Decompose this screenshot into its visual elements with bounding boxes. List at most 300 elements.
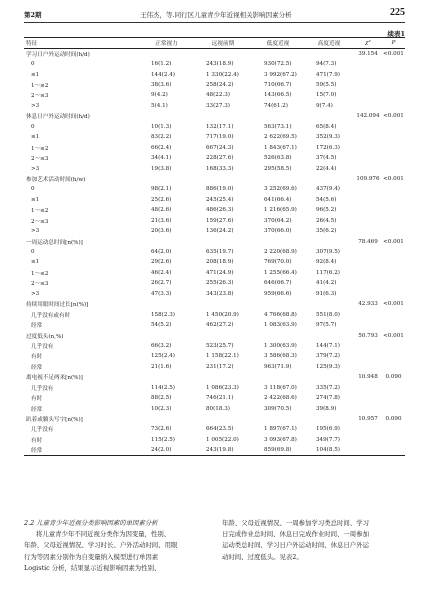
cell-chi2 xyxy=(354,90,382,100)
cell-normal xyxy=(139,372,194,382)
cell-p xyxy=(382,320,405,330)
cell-feature: 0 xyxy=(31,186,35,193)
cell-p xyxy=(382,59,405,69)
cell-low-myopia: 959(66.6) xyxy=(264,290,292,297)
cell-low-myopia: 3 118(67.0) xyxy=(264,384,297,391)
table-row xyxy=(24,90,405,100)
cell-high-myopia: 37(4.5) xyxy=(316,155,337,162)
cell-premyopia: 746(21.1) xyxy=(206,395,234,402)
cell-chi2 xyxy=(354,59,382,69)
cell-feature: ≤1 xyxy=(31,71,40,78)
cell-low-myopia: 710(66.7) xyxy=(264,82,292,89)
cell-normal: 73(2.6) xyxy=(151,426,172,433)
cell-low-myopia: 3 252(69.6) xyxy=(264,186,297,193)
table-row xyxy=(24,59,405,69)
cell-normal: 26(2.7) xyxy=(151,280,172,287)
page-number: 225 xyxy=(390,7,405,18)
cell-normal: 66(3.2) xyxy=(151,342,172,349)
cell-low-myopia: 3 093(67.8) xyxy=(264,436,297,443)
cell-chi2 xyxy=(354,278,382,288)
cell-normal: 88(2.5) xyxy=(151,395,172,402)
cell-feature: 2～≤3 xyxy=(31,218,49,225)
cell-feature: 学习日户外运动时间(h/d) xyxy=(26,51,90,58)
cell-high-myopia xyxy=(304,299,354,309)
cell-normal: 10(2.3) xyxy=(151,405,172,412)
cell-low-myopia: 370(64.2) xyxy=(264,217,292,224)
cell-high-myopia: 125(9.3) xyxy=(316,363,340,370)
cell-feature: >3 xyxy=(31,290,40,297)
cell-premyopia: 255(26.3) xyxy=(206,280,234,287)
cell-low-myopia: 930(72.5) xyxy=(264,61,292,68)
cell-high-myopia xyxy=(304,49,354,59)
cell-high-myopia: 96(5.2) xyxy=(316,207,337,214)
cell-premyopia: 717(19.0) xyxy=(206,134,234,141)
cell-chi2 xyxy=(354,309,382,319)
cell-normal xyxy=(139,414,194,424)
cell-premyopia: 471(24.9) xyxy=(206,269,234,276)
table-row xyxy=(24,341,405,351)
cell-feature: 几乎没有 xyxy=(31,385,54,392)
body-line: Logistic 分析，结果显示近视影响因素为性别、 xyxy=(24,563,161,572)
header-rule xyxy=(24,22,405,23)
cell-high-myopia: 104(8.5) xyxy=(304,445,354,455)
cell-high-myopia: 39(8.9) xyxy=(316,405,337,412)
cell-p: <0.001 xyxy=(383,238,404,245)
cell-chi2 xyxy=(354,184,382,194)
cell-feature: 持续用眼时间过长[n(%)] xyxy=(26,302,89,309)
cell-premyopia: 462(27.2) xyxy=(206,322,234,329)
cell-high-myopia: 92(8.4) xyxy=(316,259,337,266)
table-row xyxy=(24,205,405,215)
cell-p xyxy=(382,424,405,434)
table-row xyxy=(24,445,405,455)
cell-premyopia: 1 086(23.3) xyxy=(206,384,239,391)
cell-p xyxy=(382,90,405,100)
table-row xyxy=(24,257,405,267)
cell-normal: 34(4.1) xyxy=(151,155,172,162)
table-row xyxy=(24,142,405,152)
cell-normal: 47(3.3) xyxy=(151,290,172,297)
cell-chi2 xyxy=(354,132,382,142)
cell-low-myopia: 370(66.0) xyxy=(264,228,292,235)
cell-p xyxy=(382,383,405,393)
cell-feature: 2～≤3 xyxy=(31,281,49,288)
cell-chi2 xyxy=(354,247,382,257)
cell-normal: 115(2.5) xyxy=(151,436,175,443)
cell-p xyxy=(382,403,405,413)
cell-chi2 xyxy=(354,445,382,455)
cell-low-myopia xyxy=(252,174,304,184)
cell-low-myopia xyxy=(252,236,304,246)
cell-chi2 xyxy=(354,226,382,236)
cell-premyopia: 343(23.8) xyxy=(206,290,234,297)
cell-premyopia xyxy=(194,49,252,59)
col-header-high-myopia: 高度近视 xyxy=(304,38,354,49)
body-line: 将儿童青少年不同近视分类作为因变量，性别、 xyxy=(36,530,171,539)
cell-p xyxy=(382,216,405,226)
cell-high-myopia: 22(4.4) xyxy=(316,165,337,172)
table-group-row xyxy=(24,236,405,246)
cell-high-myopia: 551(8.0) xyxy=(316,311,340,318)
cell-p xyxy=(382,268,405,278)
cell-high-myopia xyxy=(304,414,354,424)
cell-high-myopia xyxy=(304,372,354,382)
cell-low-myopia: 641(66.4) xyxy=(264,196,292,203)
cell-chi2 xyxy=(354,153,382,163)
table-row xyxy=(24,362,405,372)
cell-premyopia: 159(27.6) xyxy=(206,217,234,224)
cell-low-myopia: 309(70.5) xyxy=(264,405,292,412)
cell-high-myopia: 97(5.7) xyxy=(316,322,337,329)
cell-feature: 0 xyxy=(31,61,35,68)
cell-premyopia: 228(27.6) xyxy=(206,155,234,162)
cell-normal: 5(4.1) xyxy=(151,102,168,109)
cell-low-myopia: 4 766(68.8) xyxy=(264,311,297,318)
cell-premyopia xyxy=(194,414,252,424)
cell-feature: 经常 xyxy=(31,406,43,413)
table-row xyxy=(24,132,405,142)
cell-high-myopia: 349(7.7) xyxy=(316,436,340,443)
cell-low-myopia: 769(70.0) xyxy=(264,259,292,266)
cell-low-myopia: 3 992(67.2) xyxy=(264,71,297,78)
cell-normal: 144(2.4) xyxy=(151,71,175,78)
cell-p xyxy=(382,435,405,445)
cell-normal: 21(1.6) xyxy=(151,363,172,370)
cell-premyopia: 523(25.7) xyxy=(206,342,234,349)
cell-low-myopia: 526(63.8) xyxy=(264,155,292,162)
cell-premyopia: 243(19.8) xyxy=(194,445,252,455)
cell-p xyxy=(382,184,405,194)
cell-premyopia: 635(19.7) xyxy=(206,249,234,256)
col-header-p: P xyxy=(382,38,405,49)
cell-p xyxy=(382,278,405,288)
table-row xyxy=(24,153,405,163)
cell-p xyxy=(382,351,405,361)
table-row xyxy=(24,80,405,90)
cell-low-myopia: 2 622(69.5) xyxy=(264,134,297,141)
table-group-row xyxy=(24,174,405,184)
table-row xyxy=(24,351,405,361)
cell-feature: 0 xyxy=(31,123,35,130)
cell-feature: 离电视不足两米[n(%)] xyxy=(26,375,83,382)
data-table xyxy=(24,37,405,456)
cell-chi2: 42.933 xyxy=(358,301,378,308)
col-header-low-myopia: 低度近视 xyxy=(252,38,304,49)
table-group-row xyxy=(24,111,405,121)
cell-p: <0.001 xyxy=(383,301,404,308)
cell-premyopia xyxy=(194,372,252,382)
cell-low-myopia: 1 083(63.9) xyxy=(264,322,297,329)
cell-feature: 2～≤3 xyxy=(31,93,49,100)
cell-premyopia xyxy=(194,111,252,121)
table-group-row xyxy=(24,414,405,424)
table-header-row xyxy=(24,38,405,49)
cell-chi2 xyxy=(354,435,382,445)
cell-p: <0.001 xyxy=(383,332,404,339)
cell-normal: 20(3.6) xyxy=(151,228,172,235)
cell-normal: 54(5.2) xyxy=(151,322,172,329)
cell-feature: >3 xyxy=(31,165,40,172)
cell-high-myopia xyxy=(304,111,354,121)
cell-chi2 xyxy=(354,257,382,267)
cell-low-myopia xyxy=(252,49,304,59)
cell-p: <0.001 xyxy=(383,50,404,57)
cell-chi2 xyxy=(354,362,382,372)
cell-low-myopia: 1 843(67.1) xyxy=(264,144,297,151)
cell-chi2: 10.948 xyxy=(358,374,378,381)
cell-chi2 xyxy=(354,216,382,226)
cell-low-myopia: 295(58.5) xyxy=(264,165,292,172)
cell-feature: 1～≤2 xyxy=(31,145,49,152)
table-group-row xyxy=(24,299,405,309)
cell-feature: 休息日户外运动时间(h/d) xyxy=(26,114,90,121)
cell-high-myopia xyxy=(304,330,354,340)
cell-p xyxy=(382,226,405,236)
cell-p: <0.001 xyxy=(383,113,404,120)
cell-low-myopia: 859(69.8) xyxy=(252,445,304,455)
cell-premyopia: 886(19.0) xyxy=(206,186,234,193)
cell-feature: 1～≤2 xyxy=(31,83,49,90)
cell-high-myopia: 437(9.4) xyxy=(316,186,340,193)
cell-feature: 有时 xyxy=(31,396,43,403)
cell-high-myopia: 35(6.2) xyxy=(316,228,337,235)
cell-normal: 38(3.6) xyxy=(151,82,172,89)
running-title: 王伟杰，等.同行区儿童青少年近视相关影响因素分析 xyxy=(140,11,292,19)
cell-chi2 xyxy=(354,424,382,434)
cell-premyopia: 80(18.3) xyxy=(206,405,230,412)
cell-low-myopia: 3 586(68.3) xyxy=(264,353,297,360)
body-right-column xyxy=(222,518,406,563)
cell-high-myopia: 117(6.2) xyxy=(316,269,340,276)
cell-feature: >3 xyxy=(31,228,40,235)
table-row xyxy=(24,122,405,132)
cell-high-myopia: 471(7.9) xyxy=(316,71,340,78)
cell-feature: 几乎没有或有时 xyxy=(31,312,71,319)
cell-premyopia xyxy=(194,236,252,246)
cell-low-myopia: 646(66.7) xyxy=(264,280,292,287)
cell-feature: 趴着或躺头写字[n(%)] xyxy=(26,417,83,424)
body-line: 行为等因素分别作为自变量纳入模型进行单因素 xyxy=(24,552,159,561)
col-header-normal: 正常视力 xyxy=(139,38,194,49)
cell-p xyxy=(382,69,405,79)
table-row xyxy=(24,383,405,393)
table-row xyxy=(24,435,405,445)
cell-normal xyxy=(139,174,194,184)
cell-chi2 xyxy=(354,80,382,90)
cell-premyopia xyxy=(194,174,252,184)
body-line: 动时间、过度低头。见表2。 xyxy=(222,552,303,561)
cell-low-myopia: 143(66.5) xyxy=(264,92,292,99)
cell-feature: 有时 xyxy=(31,437,43,444)
cell-chi2 xyxy=(354,320,382,330)
cell-feature: 过度低头(n,%) xyxy=(26,333,64,340)
cell-chi2 xyxy=(354,289,382,299)
cell-premyopia: 208(18.9) xyxy=(206,259,234,266)
cell-premyopia: 48(22.3) xyxy=(206,92,230,99)
cell-normal: 48(2.6) xyxy=(151,207,172,214)
cell-feature: 1～≤2 xyxy=(31,208,49,215)
cell-feature: >3 xyxy=(31,102,40,109)
cell-low-myopia xyxy=(252,372,304,382)
col-header-premyopia: 远视前期 xyxy=(194,38,252,49)
cell-normal xyxy=(139,111,194,121)
cell-p xyxy=(382,205,405,215)
cell-low-myopia xyxy=(252,299,304,309)
cell-chi2: 142.094 xyxy=(356,113,380,120)
cell-high-myopia: 379(7.2) xyxy=(316,353,340,360)
cell-premyopia: 664(23.5) xyxy=(206,426,234,433)
table-row xyxy=(24,163,405,173)
cell-feature: 有时 xyxy=(31,354,43,361)
cell-normal: 158(2.3) xyxy=(151,311,175,318)
cell-p xyxy=(382,257,405,267)
cell-normal: 64(2.0) xyxy=(151,249,172,256)
cell-p xyxy=(382,362,405,372)
cell-high-myopia: 15(7.0) xyxy=(316,92,337,99)
cell-high-myopia: 307(9.5) xyxy=(316,249,340,256)
cell-high-myopia: 144(7.1) xyxy=(316,342,340,349)
cell-low-myopia: 1 897(67.1) xyxy=(264,426,297,433)
cell-p xyxy=(382,195,405,205)
cell-feature: 几乎没有 xyxy=(31,427,54,434)
body-line: 年龄、父母近视情况、一周参加学习类总时间、学习 xyxy=(222,519,369,527)
cell-premyopia: 1 330(22.4) xyxy=(206,71,239,78)
cell-high-myopia: 195(6.9) xyxy=(316,426,340,433)
table-row xyxy=(24,184,405,194)
cell-normal: 10(1.3) xyxy=(151,123,172,130)
cell-chi2 xyxy=(354,142,382,152)
cell-chi2 xyxy=(354,122,382,132)
cell-premyopia: 243(18.9) xyxy=(206,61,234,68)
running-header xyxy=(24,7,405,23)
cell-p xyxy=(382,80,405,90)
cell-premyopia: 136(24.2) xyxy=(206,228,234,235)
cell-chi2 xyxy=(354,163,382,173)
cell-normal: 83(2.2) xyxy=(151,134,172,141)
cell-normal: 125(2.4) xyxy=(151,353,175,360)
body-line: 日完成作业总时间、休息日完成作业时间、一周参加 xyxy=(222,530,369,539)
cell-p xyxy=(382,445,405,455)
cell-chi2 xyxy=(354,403,382,413)
cell-chi2 xyxy=(354,205,382,215)
cell-feature: 参加艺术活动时间(h/w) xyxy=(26,176,86,183)
body-line: 年龄、父母近视情况、学习时长、户外活动时间、用眼 xyxy=(24,541,178,550)
cell-chi2: 50.793 xyxy=(358,332,378,339)
cell-feature: 经常 xyxy=(31,323,43,330)
table-row xyxy=(24,247,405,257)
cell-feature: ≤1 xyxy=(31,259,40,266)
cell-high-myopia: 26(4.5) xyxy=(316,217,337,224)
cell-high-myopia: 172(6.3) xyxy=(316,144,340,151)
table-row xyxy=(24,195,405,205)
table-row xyxy=(24,216,405,226)
cell-p xyxy=(382,163,405,173)
cell-high-myopia: 274(7.8) xyxy=(316,395,340,402)
cell-p xyxy=(382,393,405,403)
cell-low-myopia: 563(73.1) xyxy=(264,123,292,130)
cell-low-myopia: 2 422(68.6) xyxy=(264,395,297,402)
cell-normal xyxy=(139,236,194,246)
table-group-row xyxy=(24,49,405,59)
col-header-chi2: χ² xyxy=(354,38,382,49)
cell-normal: 9(4.2) xyxy=(151,92,168,99)
cell-premyopia xyxy=(194,299,252,309)
cell-feature: 几乎没有 xyxy=(31,343,54,350)
cell-high-myopia: 335(7.2) xyxy=(316,384,340,391)
cell-premyopia: 1 158(22.1) xyxy=(206,353,239,360)
cell-high-myopia xyxy=(304,174,354,184)
table-row xyxy=(24,393,405,403)
cell-premyopia: 1 450(20.9) xyxy=(206,311,239,318)
cell-high-myopia: 41(4.2) xyxy=(316,280,337,287)
cell-feature: 2～≤3 xyxy=(31,156,49,163)
cell-premyopia: 132(17.1) xyxy=(206,123,234,130)
table-row xyxy=(24,69,405,79)
cell-chi2: 10.957 xyxy=(358,416,378,423)
cell-p xyxy=(382,101,405,111)
cell-p xyxy=(382,132,405,142)
cell-high-myopia: 59(5.5) xyxy=(316,82,337,89)
cell-p xyxy=(382,309,405,319)
section-heading: 2.2 儿童青少年近视分类影响因素的单因素分析 xyxy=(24,519,158,527)
cell-premyopia: 258(24.2) xyxy=(206,82,234,89)
cell-chi2: 109.976 xyxy=(356,175,380,182)
cell-normal: 98(2.1) xyxy=(151,186,172,193)
cell-p: <0.001 xyxy=(383,175,404,182)
cell-chi2 xyxy=(354,195,382,205)
cell-premyopia xyxy=(194,330,252,340)
cell-p xyxy=(382,247,405,257)
table-row xyxy=(24,268,405,278)
cell-normal: 29(2.6) xyxy=(151,259,172,266)
table-body xyxy=(24,49,405,456)
cell-low-myopia xyxy=(252,111,304,121)
cell-low-myopia: 1 255(66.4) xyxy=(264,269,297,276)
cell-high-myopia: 91(6.3) xyxy=(316,290,337,297)
cell-p xyxy=(382,341,405,351)
table-row xyxy=(24,278,405,288)
cell-high-myopia: 352(9.3) xyxy=(316,134,340,141)
table-row xyxy=(24,289,405,299)
cell-feature: ≤1 xyxy=(31,196,40,203)
cell-chi2 xyxy=(354,341,382,351)
table-group-row xyxy=(24,372,405,382)
cell-low-myopia: 963(71.9) xyxy=(264,363,292,370)
cell-chi2 xyxy=(354,351,382,361)
cell-normal: 46(2.4) xyxy=(151,269,172,276)
cell-p xyxy=(382,122,405,132)
cell-normal: 19(3.8) xyxy=(151,165,172,172)
table-group-row xyxy=(24,330,405,340)
cell-premyopia: 1 005(22.0) xyxy=(206,436,239,443)
cell-high-myopia: 9(7.4) xyxy=(316,102,333,109)
cell-chi2: 78.469 xyxy=(358,238,378,245)
cell-chi2: 39.154 xyxy=(358,50,378,57)
cell-high-myopia: 54(5.6) xyxy=(316,196,337,203)
issue-label: 第2期 xyxy=(24,11,42,19)
cell-normal xyxy=(139,330,194,340)
cell-p xyxy=(382,153,405,163)
cell-normal: 66(2.4) xyxy=(151,144,172,151)
cell-premyopia: 245(25.4) xyxy=(206,196,234,203)
body-line: 运动类总时间、学习日户外运动时间、休息日户外运 xyxy=(222,541,369,550)
cell-normal: 25(2.6) xyxy=(151,196,172,203)
cell-feature: 经常 xyxy=(24,445,139,455)
cell-low-myopia: 2 220(68.9) xyxy=(264,249,297,256)
cell-p xyxy=(382,142,405,152)
cell-chi2 xyxy=(354,393,382,403)
cell-low-myopia: 1 216(65.9) xyxy=(264,207,297,214)
